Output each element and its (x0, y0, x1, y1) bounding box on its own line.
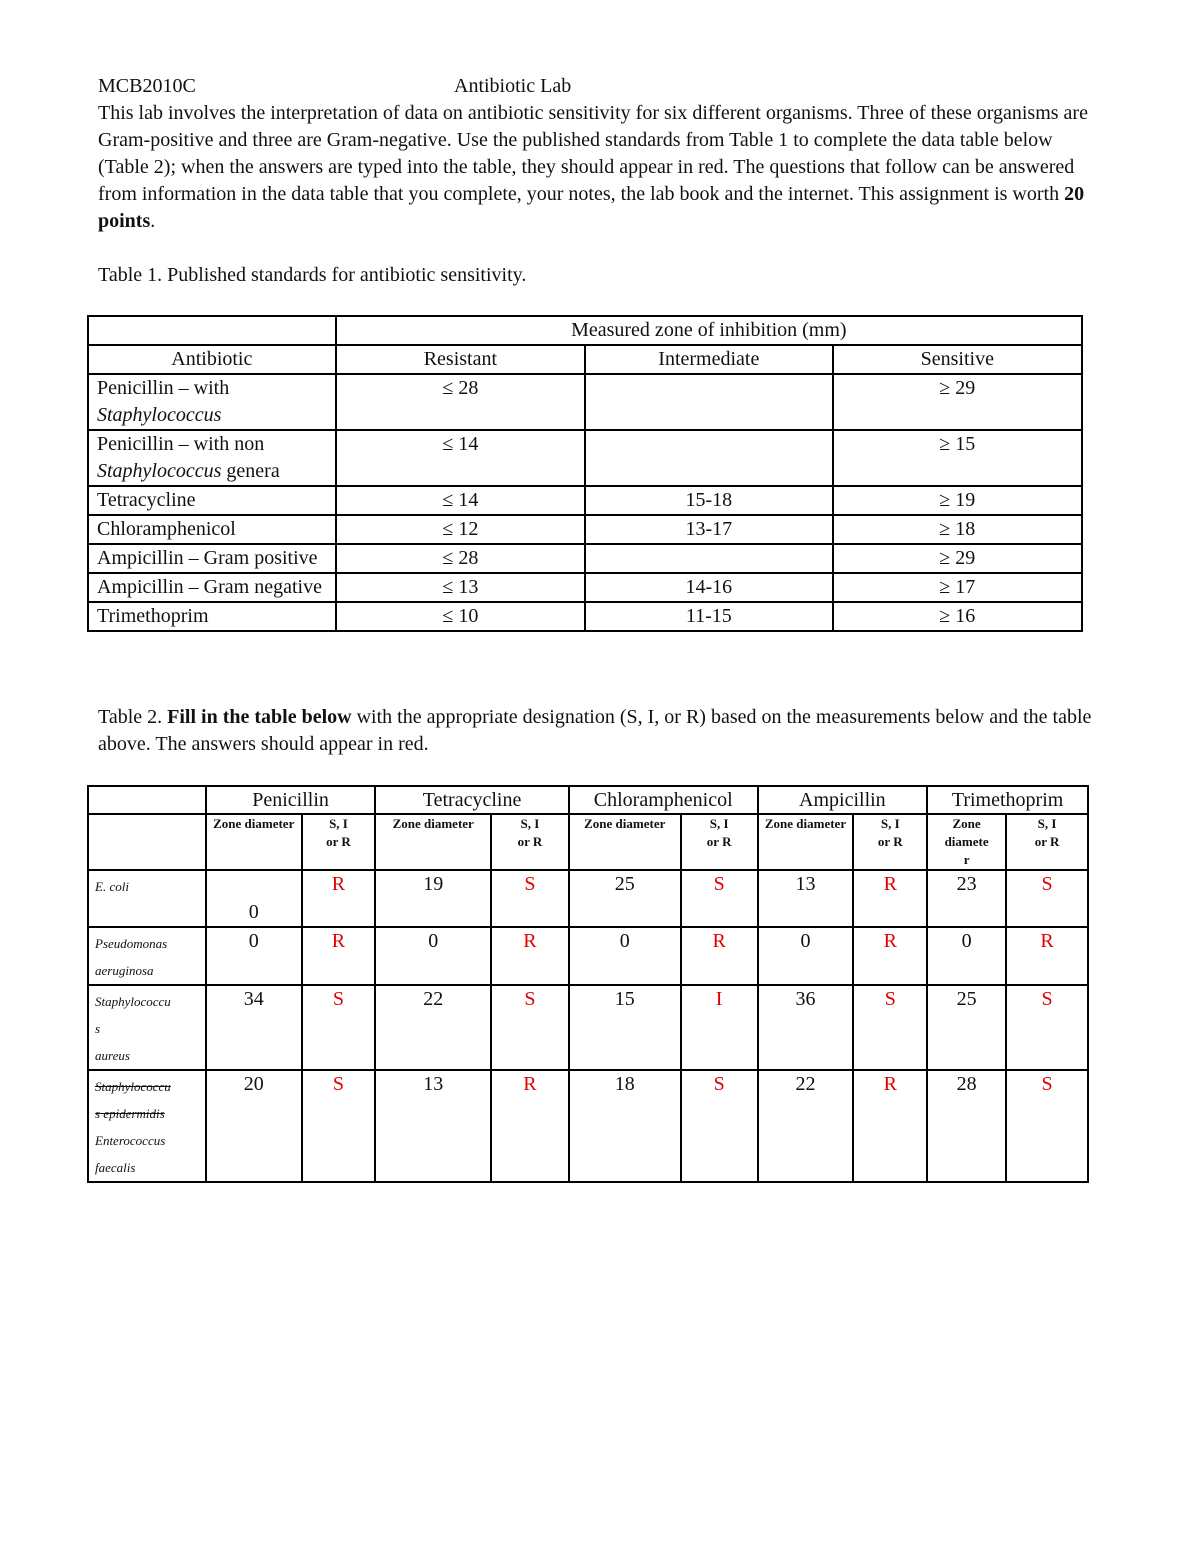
table2-subheader-row (88, 814, 1088, 870)
zone-diameter-header-line: r (963, 852, 970, 867)
course-code: MCB2010C (98, 75, 196, 97)
antibiotic-name: Penicillin – with non (97, 433, 265, 455)
table1-caption: Table 1. Published standards for antibiotic sensitivity. (98, 264, 527, 286)
organism-cell: Pseudomonas aeruginosa (88, 927, 206, 985)
designation-cell: S (853, 985, 927, 1070)
organism-name-line: Enterococcus faecalis (95, 1133, 166, 1175)
resistant-cell: ≤ 28 (336, 544, 585, 573)
designation-header-line: S, I (1037, 816, 1057, 831)
designation-cell: R (681, 927, 758, 985)
document-title: Antibiotic Lab (454, 75, 572, 97)
results-table (87, 785, 1089, 1183)
zone-value-cell: 20 (206, 1070, 302, 1182)
table1-empty-cell (88, 316, 336, 345)
designation-header-line: S, I (880, 816, 900, 831)
designation-cell: S (491, 985, 569, 1070)
organism-name-line: aureus (95, 1048, 130, 1063)
antibiotic-cell: Trimethoprim (88, 602, 336, 631)
antibiotic-cell: Tetracycline (88, 486, 336, 515)
designation-cell: S (1006, 870, 1088, 927)
table2-antibiotic-header: Tetracycline (375, 786, 568, 814)
antibiotic-name: Penicillin – with (97, 377, 230, 399)
designation-cell: I (681, 985, 758, 1070)
table-row (88, 515, 1082, 544)
resistant-cell: ≤ 12 (336, 515, 585, 544)
zone-value-cell: 0 (206, 927, 302, 985)
zone-diameter-header: Zone diameter (375, 814, 491, 870)
designation-cell: S (302, 985, 376, 1070)
table1-col-intermediate: Intermediate (585, 345, 833, 374)
designation-header-line: or R (517, 834, 543, 849)
designation-header-line: or R (1034, 834, 1060, 849)
table2-antibiotic-header: Penicillin (206, 786, 376, 814)
intro-end: . (150, 210, 156, 232)
designation-cell: R (302, 927, 376, 985)
genus-name: Staphylococcus (97, 460, 222, 482)
sensitive-cell: ≥ 19 (833, 486, 1082, 515)
designation-header-line: or R (877, 834, 903, 849)
table2-caption-bold: Fill in the table below (167, 706, 352, 728)
header-line (98, 72, 1098, 100)
intro-points: 20 points (98, 183, 1085, 232)
struck-organism-name: Staphylococcu (95, 1079, 171, 1094)
table1-group-row (88, 316, 1082, 345)
zone-diameter-header (927, 814, 1006, 870)
table-row (88, 544, 1082, 573)
zone-value-cell: 34 (206, 985, 302, 1070)
table1-header-row (88, 345, 1082, 374)
designation-header (491, 814, 569, 870)
zone-value-cell: 0 (569, 927, 681, 985)
organism-cell (88, 1070, 206, 1182)
designation-header (1006, 814, 1088, 870)
designation-header (681, 814, 758, 870)
zone-value-cell: 36 (758, 985, 854, 1070)
intermediate-cell: 11-15 (585, 602, 833, 631)
sensitive-cell: ≥ 16 (833, 602, 1082, 631)
table-row (88, 985, 1088, 1070)
antibiotic-cell: Chloramphenicol (88, 515, 336, 544)
zone-value-cell: 13 (375, 1070, 491, 1182)
zone-value-cell: 28 (927, 1070, 1006, 1182)
intermediate-cell: 14-16 (585, 573, 833, 602)
antibiotic-cell: Ampicillin – Gram positive (88, 544, 336, 573)
intermediate-cell (585, 430, 833, 486)
sensitive-cell: ≥ 15 (833, 430, 1082, 486)
designation-cell: R (302, 870, 376, 927)
zone-value-cell: 0 (206, 870, 302, 927)
table2-empty-cell (88, 786, 206, 814)
zone-value-cell: 25 (569, 870, 681, 927)
designation-cell: R (853, 1070, 927, 1182)
designation-header (302, 814, 376, 870)
designation-header-line: or R (326, 834, 351, 849)
genus-suffix: genera (221, 460, 280, 482)
table2-antibiotic-header: Trimethoprim (927, 786, 1088, 814)
organism-name-line: Staphylococcu (95, 994, 171, 1009)
zone-value-cell: 0 (758, 927, 854, 985)
zone-value-cell: 15 (569, 985, 681, 1070)
designation-cell: S (1006, 985, 1088, 1070)
table1-col-antibiotic: Antibiotic (88, 345, 336, 374)
zone-value-cell: 22 (758, 1070, 854, 1182)
intro-text: This lab involves the interpretation of data on antibiotic sensitivity for six different organisms. Three of these organisms are Gram-positive and three are Gram-negative. Use the published standards from Table 1 to complete the data table below (Table 2); when the answers are typed into the table, they should appear in red. The questions that follow can be answered from information in the data table that you complete, your notes, the lab book and the internet. This assignment is worth (98, 102, 1088, 205)
zone-diameter-header: Zone diameter (569, 814, 681, 870)
table-row (88, 1070, 1088, 1182)
organism-cell (88, 985, 206, 1070)
designation-header-line: S, I (520, 816, 540, 831)
sensitive-cell: ≥ 29 (833, 544, 1082, 573)
organism-cell: E. coli (88, 870, 206, 927)
zone-value-cell: 19 (375, 870, 491, 927)
intermediate-cell: 13-17 (585, 515, 833, 544)
document-page (98, 72, 1098, 289)
designation-cell: S (681, 1070, 758, 1182)
zone-diameter-header-line: Zone diamete (944, 816, 989, 849)
zone-value-cell: 13 (758, 870, 854, 927)
designation-cell: R (853, 927, 927, 985)
zone-value-cell: 25 (927, 985, 1006, 1070)
table2-caption-prefix: Table 2. (98, 706, 168, 728)
table-row (88, 927, 1088, 985)
designation-cell: R (853, 870, 927, 927)
designation-cell: S (1006, 1070, 1088, 1182)
resistant-cell: ≤ 10 (336, 602, 585, 631)
intermediate-cell (585, 374, 833, 430)
sensitive-cell: ≥ 18 (833, 515, 1082, 544)
designation-cell: R (1006, 927, 1088, 985)
zone-value-cell: 0 (927, 927, 1006, 985)
designation-cell: S (491, 870, 569, 927)
resistant-cell: ≤ 13 (336, 573, 585, 602)
struck-organism-name: s epidermidis (95, 1106, 165, 1121)
designation-header (853, 814, 927, 870)
table1-col-resistant: Resistant (336, 345, 585, 374)
zone-value-cell: 18 (569, 1070, 681, 1182)
table2-antibiotic-header: Chloramphenicol (569, 786, 758, 814)
intermediate-cell (585, 544, 833, 573)
designation-cell: S (302, 1070, 376, 1182)
standards-table (87, 315, 1083, 632)
designation-cell: R (491, 927, 569, 985)
table1-group-header: Measured zone of inhibition (mm) (336, 316, 1082, 345)
zone-diameter-header: Zone diameter (758, 814, 854, 870)
intro-paragraph (98, 100, 1098, 235)
designation-header-line: S, I (709, 816, 729, 831)
table-row (88, 602, 1082, 631)
zone-diameter-header: Zone diameter (206, 814, 302, 870)
table1-col-sensitive: Sensitive (833, 345, 1082, 374)
zone-value-cell: 0 (375, 927, 491, 985)
zone-value-cell: 22 (375, 985, 491, 1070)
table2-caption-rest: with the appropriate designation (S, I, or R) based on the measurements below and the table above. The answers should appear in red. (98, 706, 1092, 755)
table2-empty-cell (88, 814, 206, 870)
designation-header-line: S, I (329, 816, 348, 831)
table-row (88, 374, 1082, 430)
antibiotic-cell: Ampicillin – Gram negative (88, 573, 336, 602)
table2-antibiotic-row (88, 786, 1088, 814)
table-row (88, 486, 1082, 515)
resistant-cell: ≤ 14 (336, 430, 585, 486)
table2-caption (98, 704, 1098, 758)
designation-cell: R (491, 1070, 569, 1182)
resistant-cell: ≤ 14 (336, 486, 585, 515)
organism-name-line: s (95, 1021, 101, 1036)
table-row (88, 430, 1082, 486)
sensitive-cell: ≥ 17 (833, 573, 1082, 602)
designation-header-line: or R (706, 834, 732, 849)
antibiotic-cell (88, 374, 336, 430)
table2-antibiotic-header: Ampicillin (758, 786, 928, 814)
resistant-cell: ≤ 28 (336, 374, 585, 430)
intermediate-cell: 15-18 (585, 486, 833, 515)
sensitive-cell: ≥ 29 (833, 374, 1082, 430)
table-row (88, 870, 1088, 927)
genus-name: Staphylococcus (97, 404, 222, 426)
designation-cell: S (681, 870, 758, 927)
antibiotic-cell (88, 430, 336, 486)
table-row (88, 573, 1082, 602)
zone-value-cell: 23 (927, 870, 1006, 927)
